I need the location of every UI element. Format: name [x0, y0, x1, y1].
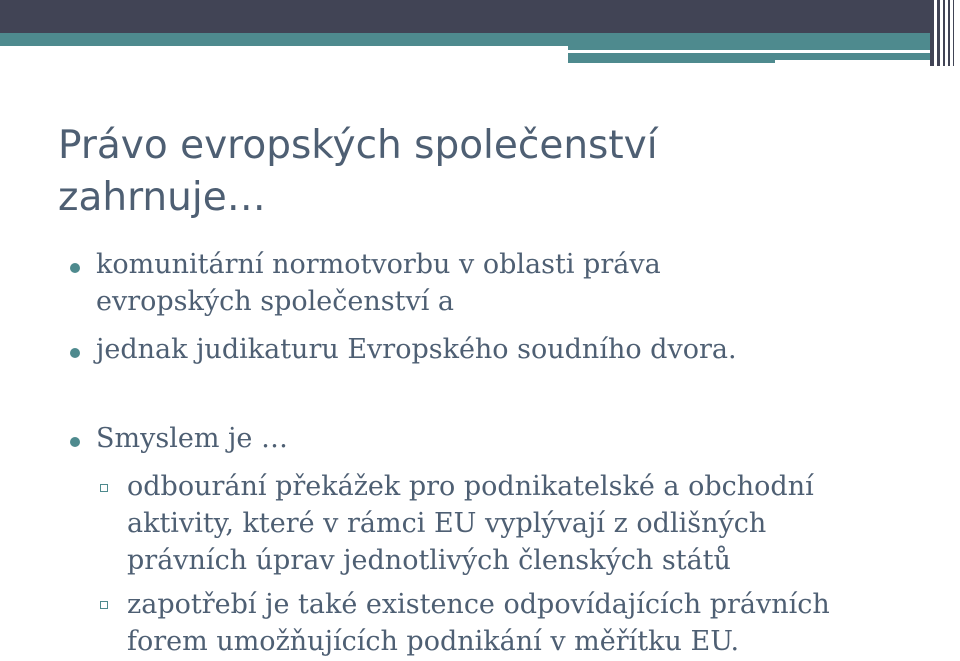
slide-title-line1: Právo evropských společenství — [58, 123, 658, 168]
slide-title — [58, 120, 918, 224]
slide-title-line2: zahrnuje… — [58, 175, 266, 220]
sub-list-item-line: zapotřebí je také existence odpovídajících právních — [127, 589, 830, 620]
sub-list-item-line: odbourání překážek pro podnikatelské a obchodní — [127, 471, 814, 502]
sub-bullet-square-icon — [100, 484, 108, 492]
header-teal-bar — [0, 33, 930, 46]
list-item-line: jednak judikaturu Evropského soudního dvora. — [96, 334, 737, 365]
header-vertical-stripes — [930, 0, 960, 66]
list-item-line: komunitární normotvorbu v oblasti práva — [96, 249, 661, 280]
list-item — [96, 331, 737, 368]
bullet-dot-icon — [70, 348, 80, 358]
header-divider-gap — [775, 60, 930, 63]
sub-list-item — [127, 468, 814, 579]
bullet-dot-icon — [70, 263, 80, 273]
list-item-line: Smyslem je … — [96, 423, 288, 454]
sub-list-item-line: aktivity, které v rámci EU vyplývají z odlišných — [127, 508, 767, 539]
sub-bullet-square-icon — [100, 601, 108, 609]
sub-list-item-line: právních úprav jednotlivých členských států — [127, 545, 731, 576]
sub-list-item — [127, 586, 830, 660]
header-dark-bar — [0, 0, 930, 33]
list-item — [96, 246, 661, 320]
bullet-dot-icon — [70, 437, 80, 447]
list-item — [96, 420, 288, 457]
sub-list-item-line: forem umožňujících podnikání v měřítku EU. — [127, 626, 740, 657]
list-item-line: evropských společenství a — [96, 286, 455, 317]
